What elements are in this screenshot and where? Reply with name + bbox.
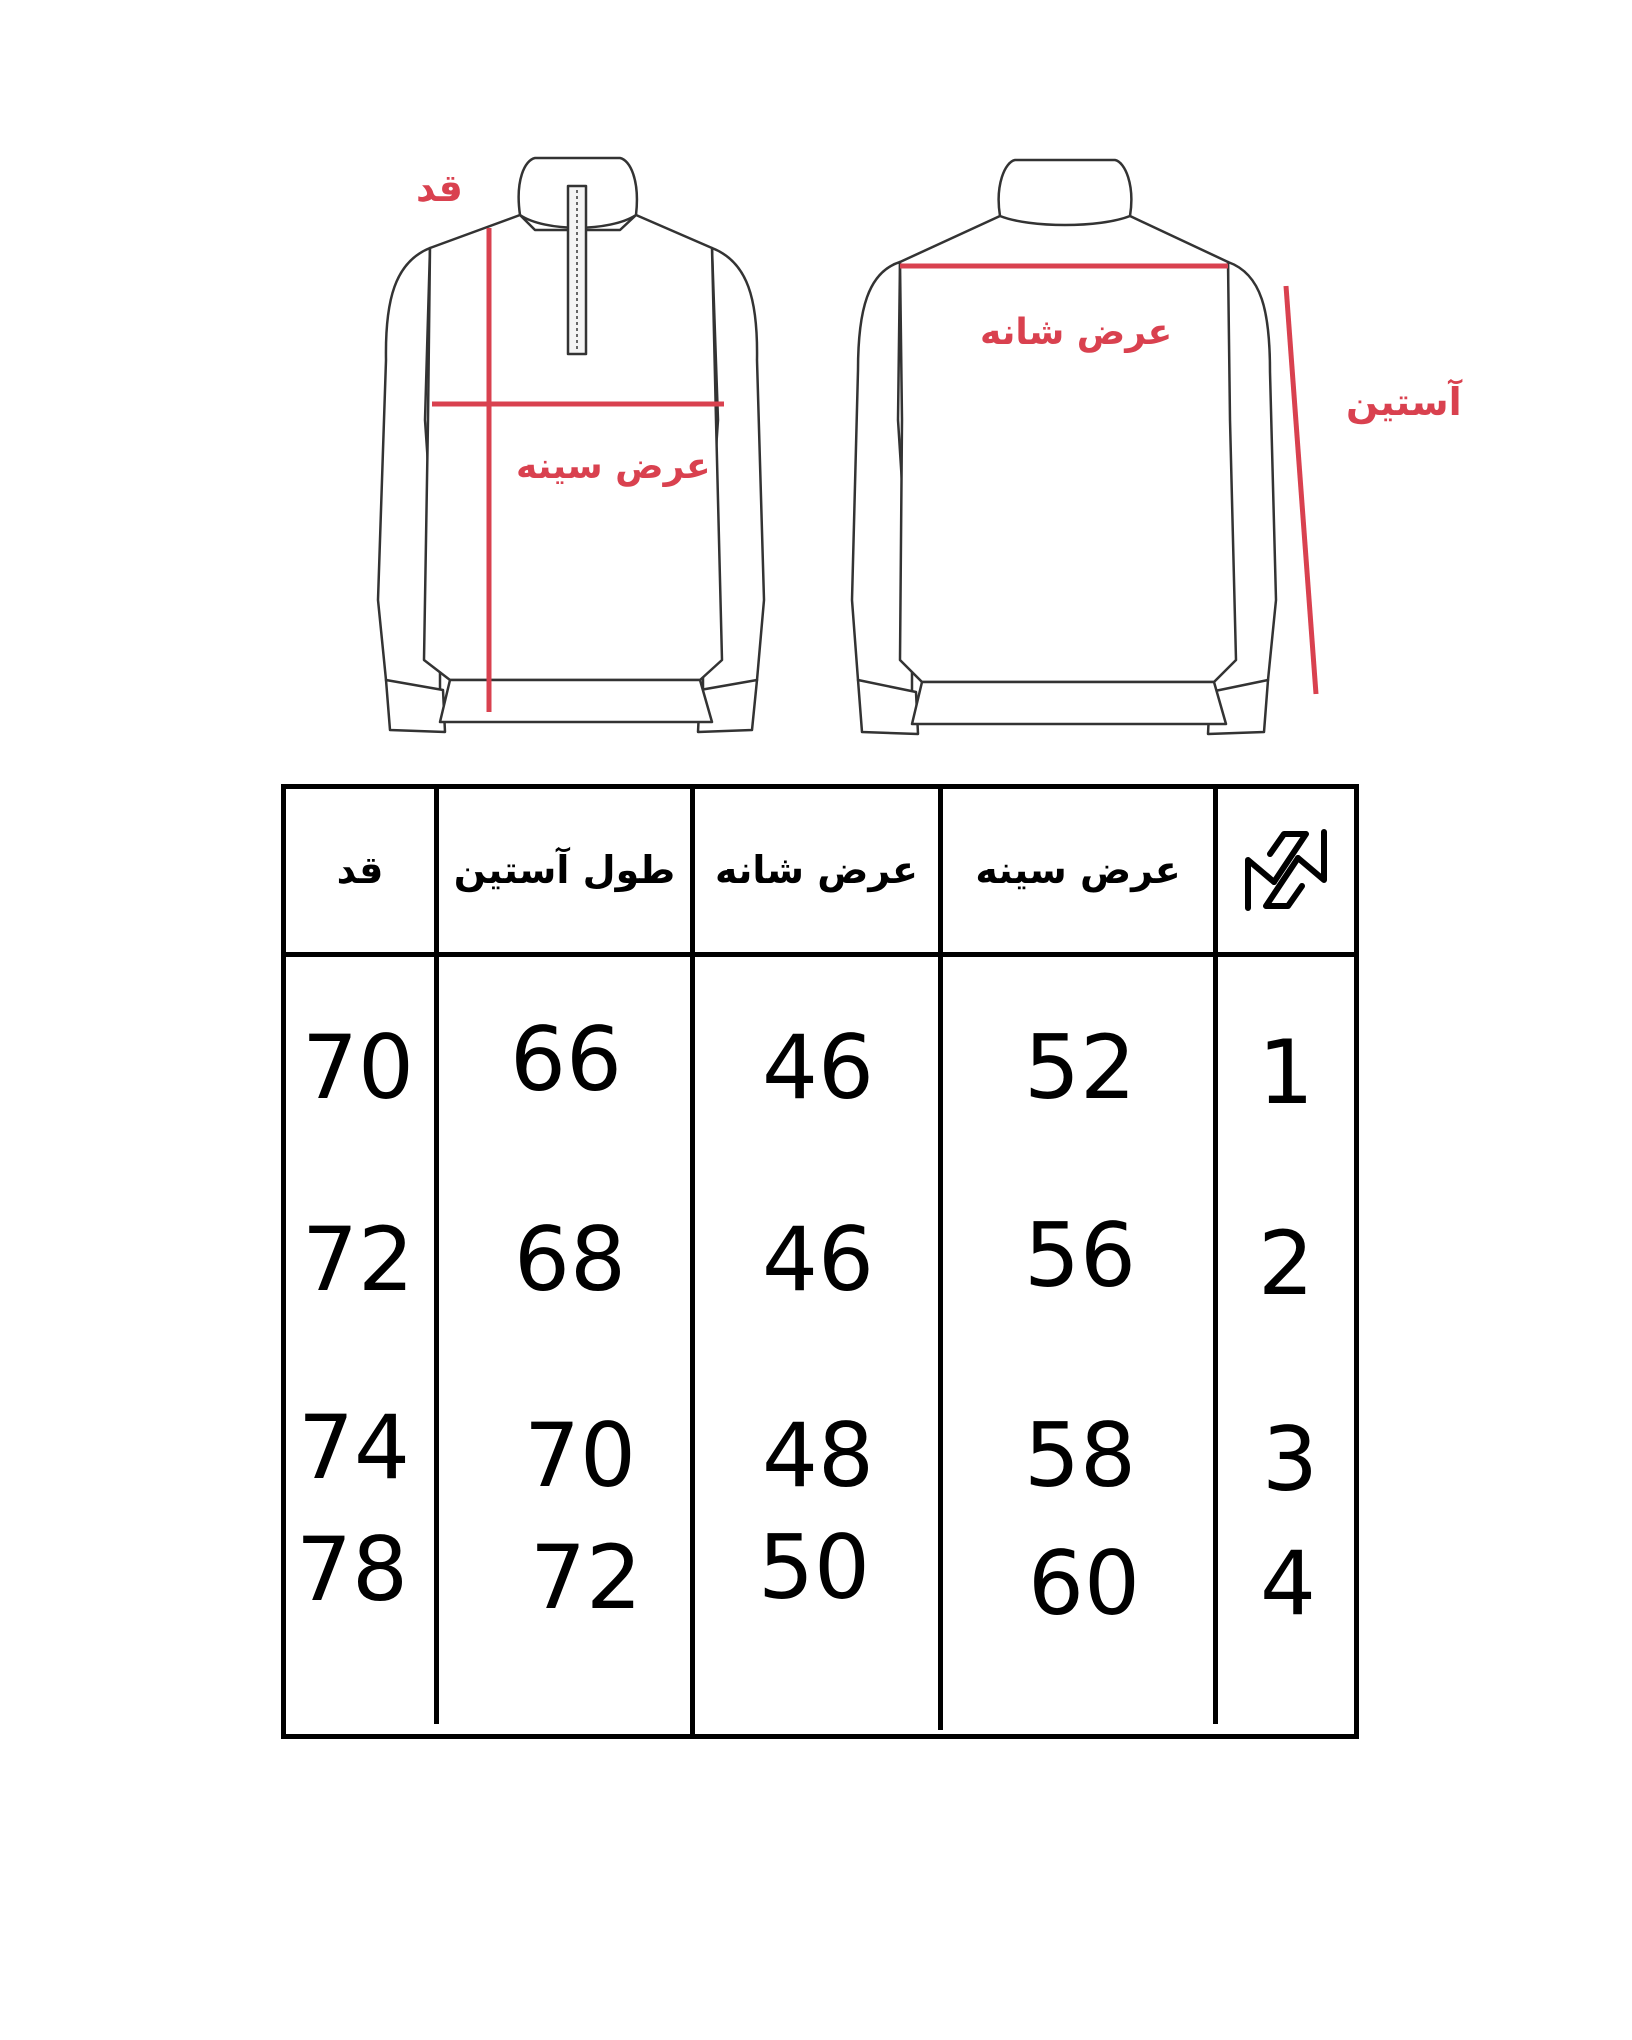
chest-width-label: عرض سینه	[516, 446, 711, 487]
table-cell-size: 1	[1258, 1021, 1314, 1124]
table-cell-sleeve: 68	[514, 1208, 626, 1311]
brand-logo-icon	[1236, 820, 1336, 920]
table-cell-chest: 52	[1024, 1016, 1136, 1119]
table-cell-chest: 58	[1024, 1404, 1136, 1507]
table-cell-sleeve: 70	[524, 1404, 636, 1507]
table-cell-shoulder: 46	[762, 1016, 874, 1119]
length-label: قد	[416, 166, 463, 210]
front-view-sweatshirt	[378, 158, 764, 732]
shoulder-width-label: عرض شانه	[980, 312, 1173, 353]
header-length: قد	[336, 848, 384, 892]
table-cell-size: 4	[1260, 1532, 1316, 1635]
front-hem-band	[440, 680, 712, 722]
header-sleeve-length: طول آستین	[453, 848, 676, 892]
table-cell-length: 74	[298, 1396, 410, 1499]
table-cell-sleeve: 72	[530, 1526, 642, 1629]
header-chest-width: عرض سینه	[975, 848, 1181, 892]
table-cell-size: 3	[1262, 1408, 1318, 1511]
back-collar	[999, 160, 1132, 225]
size-table	[281, 784, 1359, 1740]
table-bottom-border	[281, 1734, 1359, 1739]
sleeve-label: آستین	[1346, 380, 1462, 424]
back-hem-band	[912, 682, 1226, 724]
table-cell-shoulder: 46	[762, 1208, 874, 1311]
sleeve-measure-line	[1286, 286, 1316, 694]
table-cell-shoulder: 48	[762, 1404, 874, 1507]
table-cell-chest: 56	[1024, 1204, 1136, 1307]
table-right-border	[1354, 784, 1359, 1739]
header-logo	[1218, 784, 1354, 956]
table-cell-size: 2	[1258, 1212, 1314, 1315]
back-body	[900, 216, 1236, 682]
table-cell-sleeve: 66	[510, 1008, 622, 1111]
back-view-sweatshirt	[852, 160, 1276, 734]
table-cell-chest: 60	[1028, 1532, 1140, 1635]
table-cell-length: 78	[296, 1518, 408, 1621]
table-cell-length: 70	[302, 1016, 414, 1119]
header-shoulder-width: عرض شانه	[715, 848, 918, 892]
front-left-cuff	[386, 680, 445, 732]
table-cell-length: 72	[302, 1208, 414, 1311]
table-cell-shoulder: 50	[758, 1516, 870, 1619]
